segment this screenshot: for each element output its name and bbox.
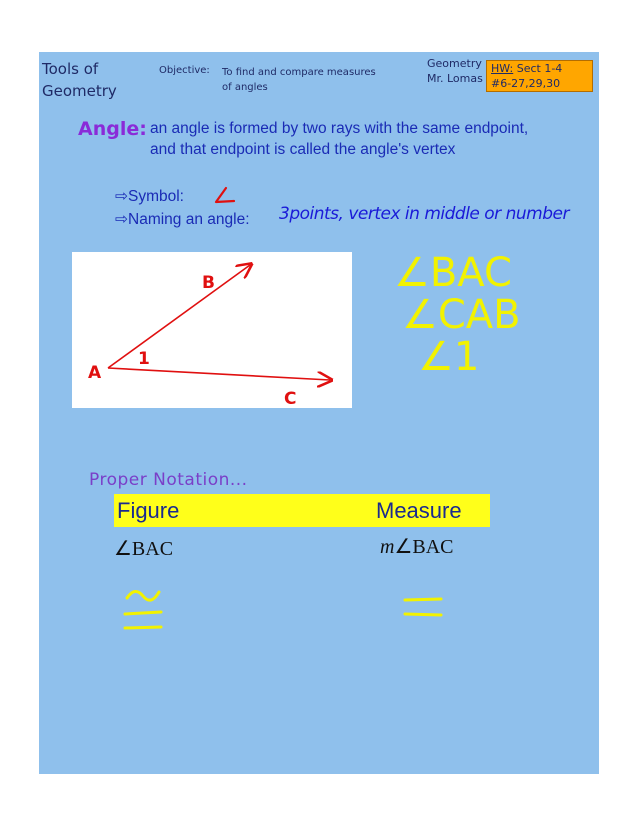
notation-header-bar: [114, 494, 490, 527]
definition-line1: an angle is formed by two rays with the same endpoint,: [150, 120, 529, 137]
naming-handwritten: 3points, vertex in middle or number: [279, 204, 569, 224]
hw-label: HW:: [491, 62, 514, 75]
objective-text: [222, 65, 376, 95]
ray-ab: [108, 265, 250, 368]
label-c: C: [284, 389, 297, 408]
angle-term: Angle:: [78, 118, 147, 140]
symbol-label: Symbol:: [128, 188, 184, 205]
teacher-info: [427, 56, 483, 86]
ray-ac: [108, 368, 330, 380]
subject-label: Geometry: [427, 57, 482, 70]
equals-symbol: [399, 592, 447, 624]
measure-prefix: m: [380, 536, 395, 558]
page-title: [42, 58, 117, 102]
page: [39, 52, 599, 774]
measure-header: Measure: [376, 498, 462, 523]
measure-notation: [380, 534, 454, 559]
hw-problems: #6-27,29,30: [491, 77, 561, 90]
figure-header: Figure: [117, 498, 180, 523]
angle-diagram: [72, 252, 352, 408]
name-cab: ∠CAB: [402, 292, 521, 338]
title-line2: Geometry: [42, 82, 117, 100]
objective-label: Objective:: [159, 65, 210, 76]
objective-line1: To find and compare measures: [222, 67, 376, 78]
angle-definition: [150, 118, 590, 160]
arrow-icon: ⇨: [115, 188, 128, 205]
title-line1: Tools of: [42, 60, 99, 78]
homework-box: [486, 60, 593, 92]
measure-value: ∠BAC: [394, 536, 454, 558]
handwritten-angle-names: [394, 252, 521, 378]
proper-notation-heading: Proper Notation...: [89, 470, 248, 490]
label-1: 1: [138, 349, 150, 369]
teacher-name: Mr. Lomas: [427, 72, 483, 85]
naming-label: Naming an angle:: [128, 211, 250, 228]
handwritten-angle-symbol: [212, 186, 236, 208]
label-a: A: [88, 363, 102, 383]
congruent-symbol: [119, 584, 167, 634]
arrow-icon: ⇨: [115, 211, 128, 228]
angle-figure: [72, 252, 352, 408]
name-1: ∠1: [418, 334, 480, 380]
figure-notation: ∠BAC: [114, 538, 174, 560]
definition-line2: and that endpoint is called the angle's vertex: [150, 141, 456, 158]
bullet-symbol: [115, 187, 184, 206]
name-bac: ∠BAC: [394, 250, 512, 296]
hw-section: Sect 1-4: [516, 62, 563, 75]
objective-line2: of angles: [222, 82, 268, 93]
bullet-naming: [115, 210, 250, 229]
label-b: B: [202, 273, 215, 293]
